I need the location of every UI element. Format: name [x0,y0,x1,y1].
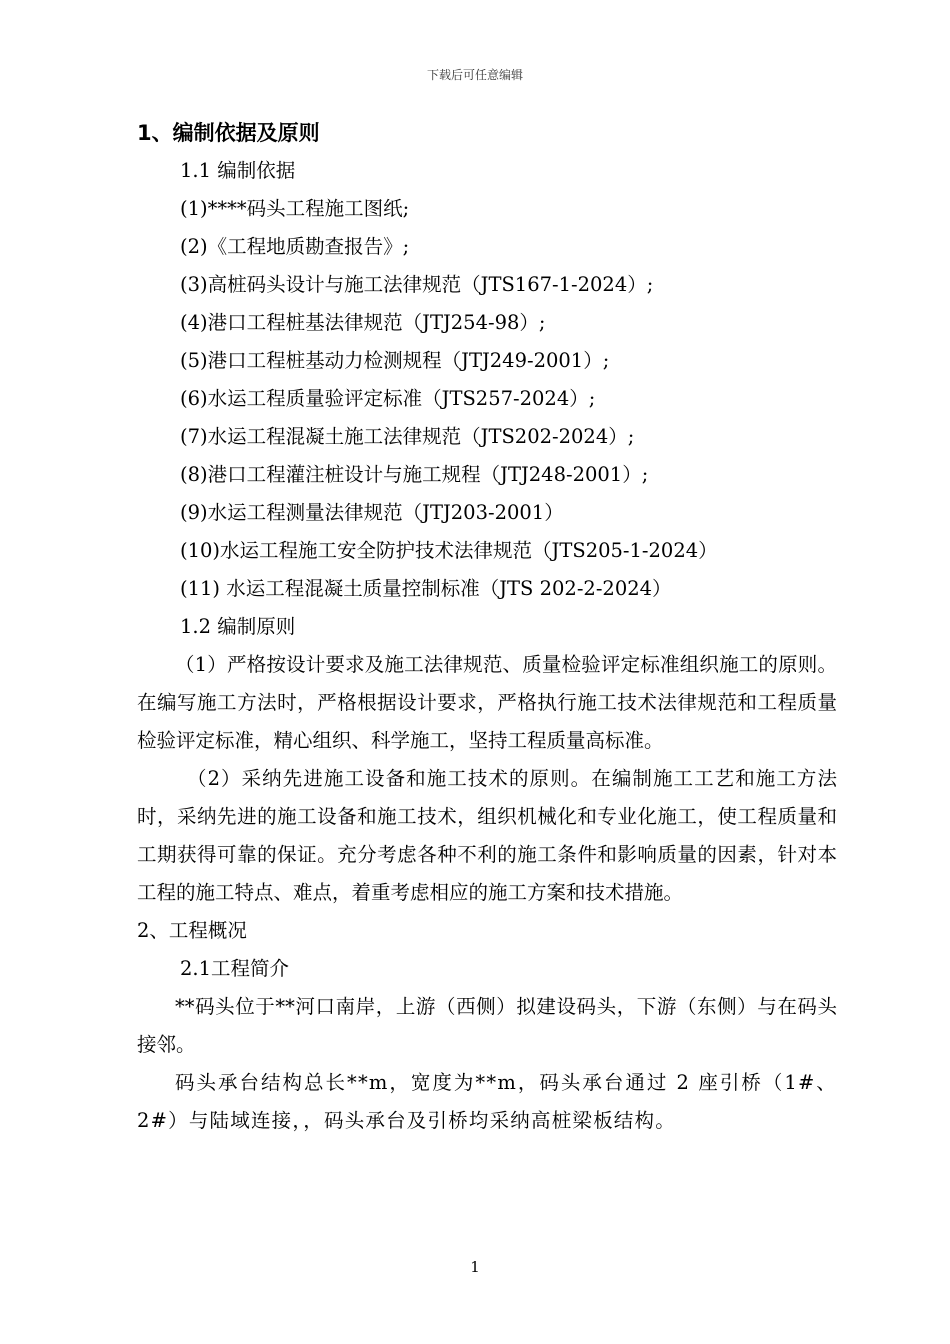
reference-item: (5)港口工程桩基动力检测规程（JTJ249-2001）; [180,349,610,372]
reference-item: (8)港口工程灌注桩设计与施工规程（JTJ248-2001）; [180,463,649,486]
reference-item: (2)《工程地质勘查报告》; [180,235,410,258]
reference-item: (1)****码头工程施工图纸; [180,197,410,220]
subsection-1-2-title: 1.2 编制原则 [180,615,296,638]
overview-paragraph-1: **码头位于**河口南岸，上游（西侧）拟建设码头，下游（东侧）与在码头接邻。 [137,995,837,1056]
subsection-1-1-title: 1.1 编制依据 [180,159,296,182]
reference-item: (6)水运工程质量验评定标准（JTS257-2024）; [180,387,596,410]
principle-paragraph-2: （2）采纳先进施工设备和施工技术的原则。在编制施工工艺和施工方法时，采纳先进的施工设备和施工技术，组织机械化和专业化施工，使工程质量和工期获得可靠的保证。充分考虑各种不利的施工条件和影响质量的因素，针对本工程的施工特点、难点，着重考虑相应的施工方案和技术措施。 [137,767,837,904]
subsection-2-1-title: 2.1工程简介 [180,957,290,980]
principle-paragraph-1: （1）严格按设计要求及施工法律规范、质量检验评定标准组织施工的原则。在编写施工方法时，严格根据设计要求，严格执行施工技术法律规范和工程质量检验评定标准，精心组织、科学施工，坚持工程质量高标准。 [137,653,837,752]
reference-item: (7)水运工程混凝土施工法律规范（JTS202-2024）; [180,425,635,448]
reference-item: (4)港口工程桩基法律规范（JTJ254-98）; [180,311,546,334]
page-number: 1 [470,1258,480,1276]
reference-item: (11) 水运工程混凝土质量控制标准（JTS 202-2-2024） [180,577,672,600]
page-header: 下载后可任意编辑 [426,68,523,82]
reference-item: (9)水运工程测量法律规范（JTJ203-2001） [180,501,564,524]
reference-item: (3)高桩码头设计与施工法律规范（JTS167-1-2024）; [180,273,654,296]
section-1-title: 1、编制依据及原则 [137,121,320,145]
document-body [137,114,837,1140]
section-2-title: 2、工程概况 [137,919,247,942]
overview-paragraph-2: 码头承台结构总长**m，宽度为**m，码头承台通过 2 座引桥（1#、2#）与陆域连接，，码头承台及引桥均采纳高桩梁板结构。 [137,1071,837,1132]
reference-item: (10)水运工程施工安全防护技术法律规范（JTS205-1-2024） [180,539,718,562]
